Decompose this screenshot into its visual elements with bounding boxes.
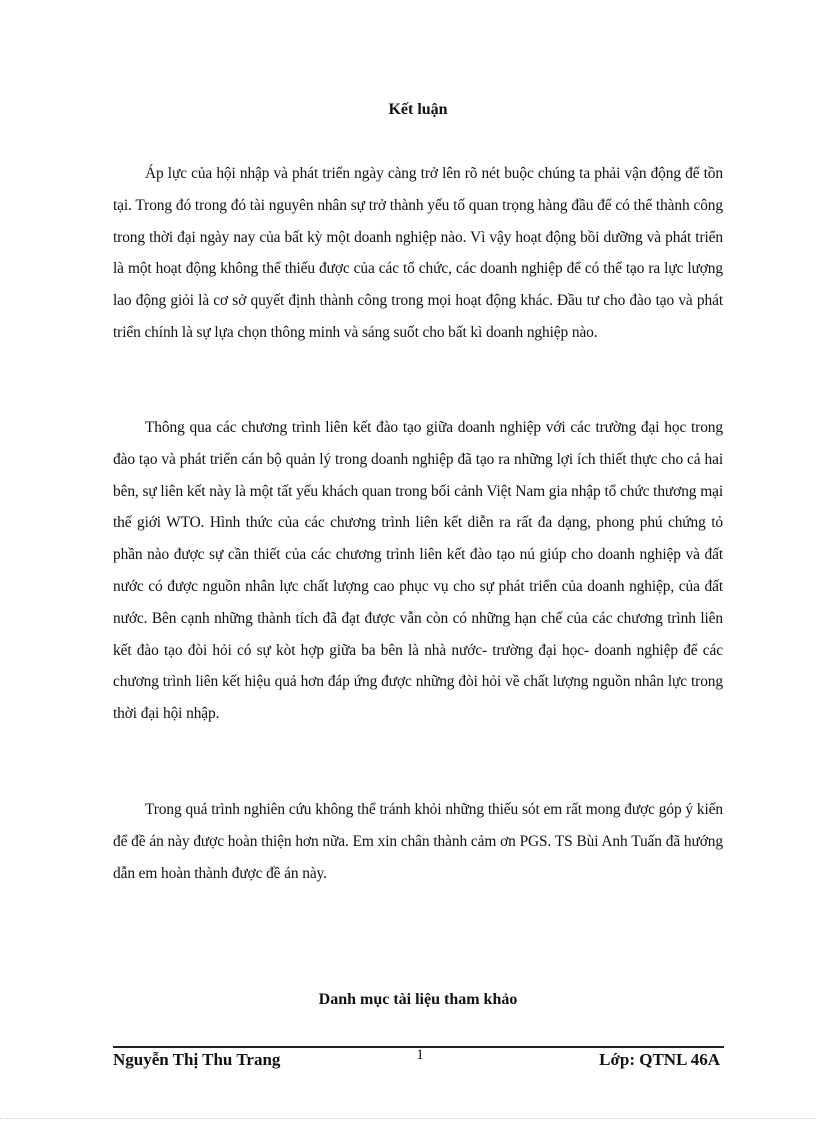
paragraph-3: Trong quá trình nghiên cứu không thể tránh khỏi những thiếu sót em rất mong được góp ý kiến để đề án này được hoàn thiện hơn nữa. Em xin chân thành cảm ơn PGS. TS Bùi Anh Tuấn đã hướng dẫn em hoàn thành được đề án này. — [113, 801, 723, 882]
conclusion-heading: Kết luận — [388, 101, 448, 118]
footer-author: Nguyễn Thị Thu Trang — [113, 1050, 281, 1069]
paragraph-2: Thông qua các chương trình liên kết đào tạo giữa doanh nghiệp với các trường đại học trong đào tạo và phát triển cán bộ quản lý trong doanh nghiệp đã tạo ra những lợi ích thiết thực cho cả hai bên, sự liên kết này là một tất yếu khách quan trong bối cảnh Việt Nam gia nhập tổ chức thương mại thế giới WTO. Hình thức của các chương trình liên kết diễn ra rất đa dạng, phong phú chứng tỏ phần nào được sự cần thiết của các chương trình liên kết đào tạo nú giúp cho doanh nghiệp và đất nước có được nguồn nhân lực chất lượng cao phục vụ cho sự phát triển của doanh nghiệp, của đất nước. Bên cạnh những thành tích đã đạt được vẫn còn có những hạn chế của các chương trình liên kết đào tạo đòi hỏi có sự kòt hợp giữa ba bên là nhà nước- trường đại học- doanh nghiệp để các chương trình liên kết hiệu quả hơn đáp ứng được những đòi hỏi về chất lượng nguồn nhân lực trong thời đại hội nhập. — [113, 419, 723, 723]
footer-class-label: Lớp: QTNL 46A — [599, 1050, 720, 1069]
paragraph-1: Áp lực của hội nhập và phát triển ngày càng trở lên rõ nét buộc chúng ta phải vận động để tồn tại. Trong đó trong đó tài nguyên nhân sự trở thành yếu tố quan trọng hàng đầu để có thể thành công trong thời đại ngày nay của bất kỳ một doanh nghiệp nào. Vì vậy hoạt động bồi dưỡng và phát triển là một hoạt động không thể thiếu được của các tổ chức, các doanh nghiệp để có thể tạo ra lực lượng lao động giỏi là cơ sở quyết định thành công trong mọi hoạt động khác. Đầu tư cho đào tạo và phát triển chính là sự lựa chọn thông minh và sáng suốt cho bất kì doanh nghiệp nào. — [113, 165, 723, 341]
page-bottom-edge — [0, 1118, 816, 1119]
paragraph-2-block — [113, 412, 723, 730]
footer-page-number: 1 — [416, 1047, 424, 1063]
references-heading: Danh mục tài liệu tham khảo — [318, 991, 518, 1008]
paragraph-3-block — [113, 794, 723, 889]
paragraph-1-block — [113, 158, 723, 349]
